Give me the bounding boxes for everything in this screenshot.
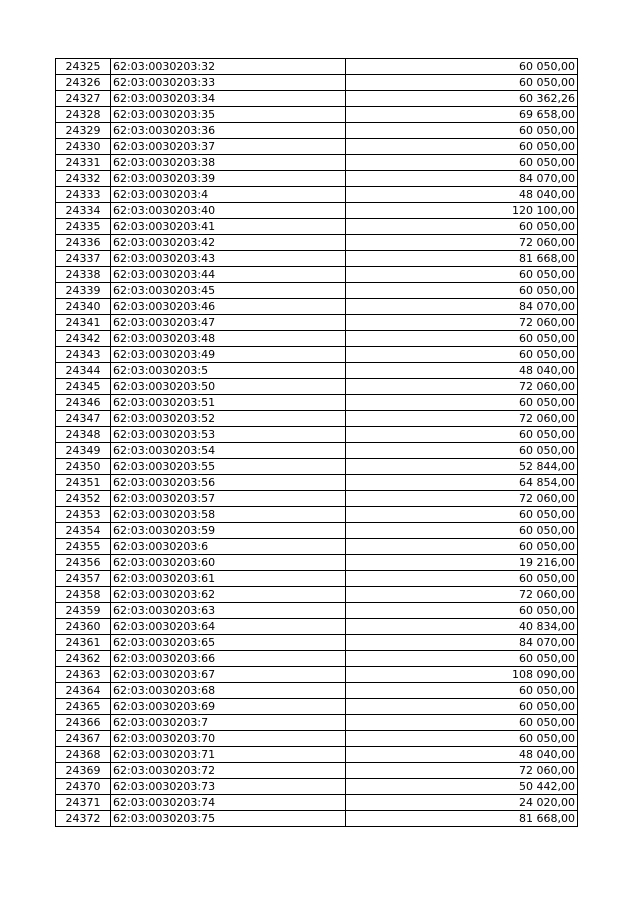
- cadastral-value-cell: 60 050,00: [346, 267, 578, 283]
- table-row: [56, 539, 578, 555]
- table-row: [56, 699, 578, 715]
- row-number-cell: 24370: [56, 779, 111, 795]
- table-row: [56, 635, 578, 651]
- row-number-cell: 24361: [56, 635, 111, 651]
- table-row: [56, 555, 578, 571]
- cadastral-number-cell: 62:03:0030203:44: [111, 267, 346, 283]
- row-number-cell: 24331: [56, 155, 111, 171]
- cadastral-value-cell: 60 050,00: [346, 155, 578, 171]
- table-body: [56, 59, 578, 827]
- table-row: [56, 203, 578, 219]
- row-number-cell: 24355: [56, 539, 111, 555]
- table-row: [56, 155, 578, 171]
- cadastral-number-cell: 62:03:0030203:63: [111, 603, 346, 619]
- table-row: [56, 59, 578, 75]
- row-number-cell: 24360: [56, 619, 111, 635]
- table-row: [56, 651, 578, 667]
- table-row: [56, 395, 578, 411]
- cadastral-value-cell: 50 442,00: [346, 779, 578, 795]
- row-number-cell: 24353: [56, 507, 111, 523]
- table-row: [56, 763, 578, 779]
- cadastral-number-cell: 62:03:0030203:71: [111, 747, 346, 763]
- table-row: [56, 171, 578, 187]
- cadastral-number-cell: 62:03:0030203:51: [111, 395, 346, 411]
- row-number-cell: 24350: [56, 459, 111, 475]
- row-number-cell: 24343: [56, 347, 111, 363]
- row-number-cell: 24335: [56, 219, 111, 235]
- row-number-cell: 24339: [56, 283, 111, 299]
- cadastral-value-cell: 60 050,00: [346, 731, 578, 747]
- cadastral-number-cell: 62:03:0030203:5: [111, 363, 346, 379]
- cadastral-value-cell: 72 060,00: [346, 379, 578, 395]
- cadastral-number-cell: 62:03:0030203:7: [111, 715, 346, 731]
- table-row: [56, 779, 578, 795]
- table-row: [56, 75, 578, 91]
- row-number-cell: 24336: [56, 235, 111, 251]
- row-number-cell: 24371: [56, 795, 111, 811]
- cadastral-number-cell: 62:03:0030203:66: [111, 651, 346, 667]
- cadastral-value-cell: 60 050,00: [346, 523, 578, 539]
- cadastral-value-cell: 84 070,00: [346, 635, 578, 651]
- cadastral-value-cell: 72 060,00: [346, 411, 578, 427]
- cadastral-value-cell: 60 050,00: [346, 347, 578, 363]
- cadastral-number-cell: 62:03:0030203:70: [111, 731, 346, 747]
- row-number-cell: 24333: [56, 187, 111, 203]
- cadastral-number-cell: 62:03:0030203:60: [111, 555, 346, 571]
- table-row: [56, 331, 578, 347]
- table-row: [56, 283, 578, 299]
- table-row: [56, 459, 578, 475]
- cadastral-number-cell: 62:03:0030203:36: [111, 123, 346, 139]
- cadastral-value-cell: 48 040,00: [346, 363, 578, 379]
- table-row: [56, 219, 578, 235]
- cadastral-value-cell: 81 668,00: [346, 811, 578, 827]
- row-number-cell: 24325: [56, 59, 111, 75]
- cadastral-value-cell: 60 050,00: [346, 571, 578, 587]
- row-number-cell: 24364: [56, 683, 111, 699]
- table-row: [56, 491, 578, 507]
- row-number-cell: 24369: [56, 763, 111, 779]
- cadastral-number-cell: 62:03:0030203:57: [111, 491, 346, 507]
- cadastral-value-cell: 64 854,00: [346, 475, 578, 491]
- cadastral-number-cell: 62:03:0030203:67: [111, 667, 346, 683]
- cadastral-number-cell: 62:03:0030203:68: [111, 683, 346, 699]
- cadastral-value-cell: 60 050,00: [346, 715, 578, 731]
- cadastral-number-cell: 62:03:0030203:74: [111, 795, 346, 811]
- row-number-cell: 24359: [56, 603, 111, 619]
- table-row: [56, 139, 578, 155]
- row-number-cell: 24345: [56, 379, 111, 395]
- cadastral-number-cell: 62:03:0030203:35: [111, 107, 346, 123]
- cadastral-value-cell: 60 050,00: [346, 219, 578, 235]
- cadastral-value-cell: 60 050,00: [346, 395, 578, 411]
- table-row: [56, 603, 578, 619]
- cadastral-number-cell: 62:03:0030203:46: [111, 299, 346, 315]
- cadastral-value-table: [55, 58, 578, 827]
- row-number-cell: 24346: [56, 395, 111, 411]
- cadastral-value-cell: 84 070,00: [346, 299, 578, 315]
- row-number-cell: 24326: [56, 75, 111, 91]
- row-number-cell: 24342: [56, 331, 111, 347]
- row-number-cell: 24362: [56, 651, 111, 667]
- row-number-cell: 24330: [56, 139, 111, 155]
- table-row: [56, 443, 578, 459]
- row-number-cell: 24349: [56, 443, 111, 459]
- cadastral-number-cell: 62:03:0030203:65: [111, 635, 346, 651]
- cadastral-value-cell: 60 050,00: [346, 683, 578, 699]
- cadastral-number-cell: 62:03:0030203:39: [111, 171, 346, 187]
- cadastral-value-cell: 60 050,00: [346, 507, 578, 523]
- row-number-cell: 24354: [56, 523, 111, 539]
- table-row: [56, 475, 578, 491]
- cadastral-value-cell: 81 668,00: [346, 251, 578, 267]
- row-number-cell: 24347: [56, 411, 111, 427]
- table-row: [56, 715, 578, 731]
- row-number-cell: 24365: [56, 699, 111, 715]
- table-row: [56, 523, 578, 539]
- cadastral-number-cell: 62:03:0030203:32: [111, 59, 346, 75]
- cadastral-number-cell: 62:03:0030203:49: [111, 347, 346, 363]
- cadastral-value-cell: 72 060,00: [346, 587, 578, 603]
- cadastral-number-cell: 62:03:0030203:45: [111, 283, 346, 299]
- table-row: [56, 379, 578, 395]
- cadastral-value-cell: 60 050,00: [346, 539, 578, 555]
- row-number-cell: 24356: [56, 555, 111, 571]
- cadastral-value-cell: 60 050,00: [346, 443, 578, 459]
- table-row: [56, 251, 578, 267]
- row-number-cell: 24340: [56, 299, 111, 315]
- row-number-cell: 24363: [56, 667, 111, 683]
- row-number-cell: 24337: [56, 251, 111, 267]
- cadastral-value-cell: 60 050,00: [346, 59, 578, 75]
- table-row: [56, 731, 578, 747]
- cadastral-number-cell: 62:03:0030203:4: [111, 187, 346, 203]
- cadastral-value-cell: 48 040,00: [346, 187, 578, 203]
- cadastral-number-cell: 62:03:0030203:34: [111, 91, 346, 107]
- cadastral-value-cell: 19 216,00: [346, 555, 578, 571]
- table-row: [56, 747, 578, 763]
- cadastral-number-cell: 62:03:0030203:42: [111, 235, 346, 251]
- row-number-cell: 24341: [56, 315, 111, 331]
- cadastral-number-cell: 62:03:0030203:33: [111, 75, 346, 91]
- row-number-cell: 24357: [56, 571, 111, 587]
- row-number-cell: 24372: [56, 811, 111, 827]
- row-number-cell: 24332: [56, 171, 111, 187]
- cadastral-value-cell: 24 020,00: [346, 795, 578, 811]
- cadastral-number-cell: 62:03:0030203:59: [111, 523, 346, 539]
- row-number-cell: 24329: [56, 123, 111, 139]
- cadastral-number-cell: 62:03:0030203:73: [111, 779, 346, 795]
- cadastral-value-cell: 60 050,00: [346, 139, 578, 155]
- row-number-cell: 24327: [56, 91, 111, 107]
- cadastral-number-cell: 62:03:0030203:38: [111, 155, 346, 171]
- cadastral-value-cell: 40 834,00: [346, 619, 578, 635]
- cadastral-value-cell: 60 050,00: [346, 603, 578, 619]
- table-row: [56, 795, 578, 811]
- cadastral-number-cell: 62:03:0030203:62: [111, 587, 346, 603]
- cadastral-number-cell: 62:03:0030203:48: [111, 331, 346, 347]
- cadastral-value-cell: 60 362,26: [346, 91, 578, 107]
- row-number-cell: 24334: [56, 203, 111, 219]
- cadastral-value-cell: 72 060,00: [346, 763, 578, 779]
- table-row: [56, 427, 578, 443]
- cadastral-number-cell: 62:03:0030203:56: [111, 475, 346, 491]
- cadastral-value-cell: 84 070,00: [346, 171, 578, 187]
- table-row: [56, 107, 578, 123]
- cadastral-value-cell: 108 090,00: [346, 667, 578, 683]
- cadastral-number-cell: 62:03:0030203:69: [111, 699, 346, 715]
- cadastral-number-cell: 62:03:0030203:41: [111, 219, 346, 235]
- row-number-cell: 24368: [56, 747, 111, 763]
- row-number-cell: 24344: [56, 363, 111, 379]
- cadastral-value-cell: 120 100,00: [346, 203, 578, 219]
- table-row: [56, 667, 578, 683]
- table-row: [56, 267, 578, 283]
- cadastral-number-cell: 62:03:0030203:40: [111, 203, 346, 219]
- cadastral-number-cell: 62:03:0030203:6: [111, 539, 346, 555]
- cadastral-value-cell: 72 060,00: [346, 491, 578, 507]
- table-row: [56, 507, 578, 523]
- table-row: [56, 619, 578, 635]
- table-row: [56, 411, 578, 427]
- cadastral-value-cell: 72 060,00: [346, 235, 578, 251]
- table-row: [56, 91, 578, 107]
- row-number-cell: 24366: [56, 715, 111, 731]
- row-number-cell: 24348: [56, 427, 111, 443]
- cadastral-number-cell: 62:03:0030203:47: [111, 315, 346, 331]
- cadastral-value-cell: 52 844,00: [346, 459, 578, 475]
- cadastral-value-cell: 60 050,00: [346, 699, 578, 715]
- row-number-cell: 24351: [56, 475, 111, 491]
- cadastral-value-cell: 60 050,00: [346, 75, 578, 91]
- cadastral-value-cell: 48 040,00: [346, 747, 578, 763]
- cadastral-number-cell: 62:03:0030203:37: [111, 139, 346, 155]
- cadastral-number-cell: 62:03:0030203:53: [111, 427, 346, 443]
- cadastral-value-cell: 72 060,00: [346, 315, 578, 331]
- cadastral-number-cell: 62:03:0030203:43: [111, 251, 346, 267]
- row-number-cell: 24358: [56, 587, 111, 603]
- cadastral-value-cell: 60 050,00: [346, 123, 578, 139]
- table-row: [56, 571, 578, 587]
- cadastral-value-cell: 60 050,00: [346, 331, 578, 347]
- cadastral-number-cell: 62:03:0030203:52: [111, 411, 346, 427]
- table-row: [56, 363, 578, 379]
- cadastral-value-cell: 60 050,00: [346, 427, 578, 443]
- cadastral-number-cell: 62:03:0030203:61: [111, 571, 346, 587]
- cadastral-number-cell: 62:03:0030203:50: [111, 379, 346, 395]
- cadastral-number-cell: 62:03:0030203:54: [111, 443, 346, 459]
- row-number-cell: 24338: [56, 267, 111, 283]
- row-number-cell: 24352: [56, 491, 111, 507]
- cadastral-value-cell: 60 050,00: [346, 651, 578, 667]
- row-number-cell: 24367: [56, 731, 111, 747]
- cadastral-number-cell: 62:03:0030203:72: [111, 763, 346, 779]
- cadastral-number-cell: 62:03:0030203:55: [111, 459, 346, 475]
- table-row: [56, 811, 578, 827]
- table-row: [56, 347, 578, 363]
- cadastral-value-cell: 69 658,00: [346, 107, 578, 123]
- cadastral-value-cell: 60 050,00: [346, 283, 578, 299]
- table-row: [56, 123, 578, 139]
- row-number-cell: 24328: [56, 107, 111, 123]
- table-row: [56, 683, 578, 699]
- table-row: [56, 299, 578, 315]
- cadastral-number-cell: 62:03:0030203:75: [111, 811, 346, 827]
- table-row: [56, 315, 578, 331]
- cadastral-number-cell: 62:03:0030203:64: [111, 619, 346, 635]
- table-row: [56, 235, 578, 251]
- cadastral-number-cell: 62:03:0030203:58: [111, 507, 346, 523]
- table-row: [56, 187, 578, 203]
- table-row: [56, 587, 578, 603]
